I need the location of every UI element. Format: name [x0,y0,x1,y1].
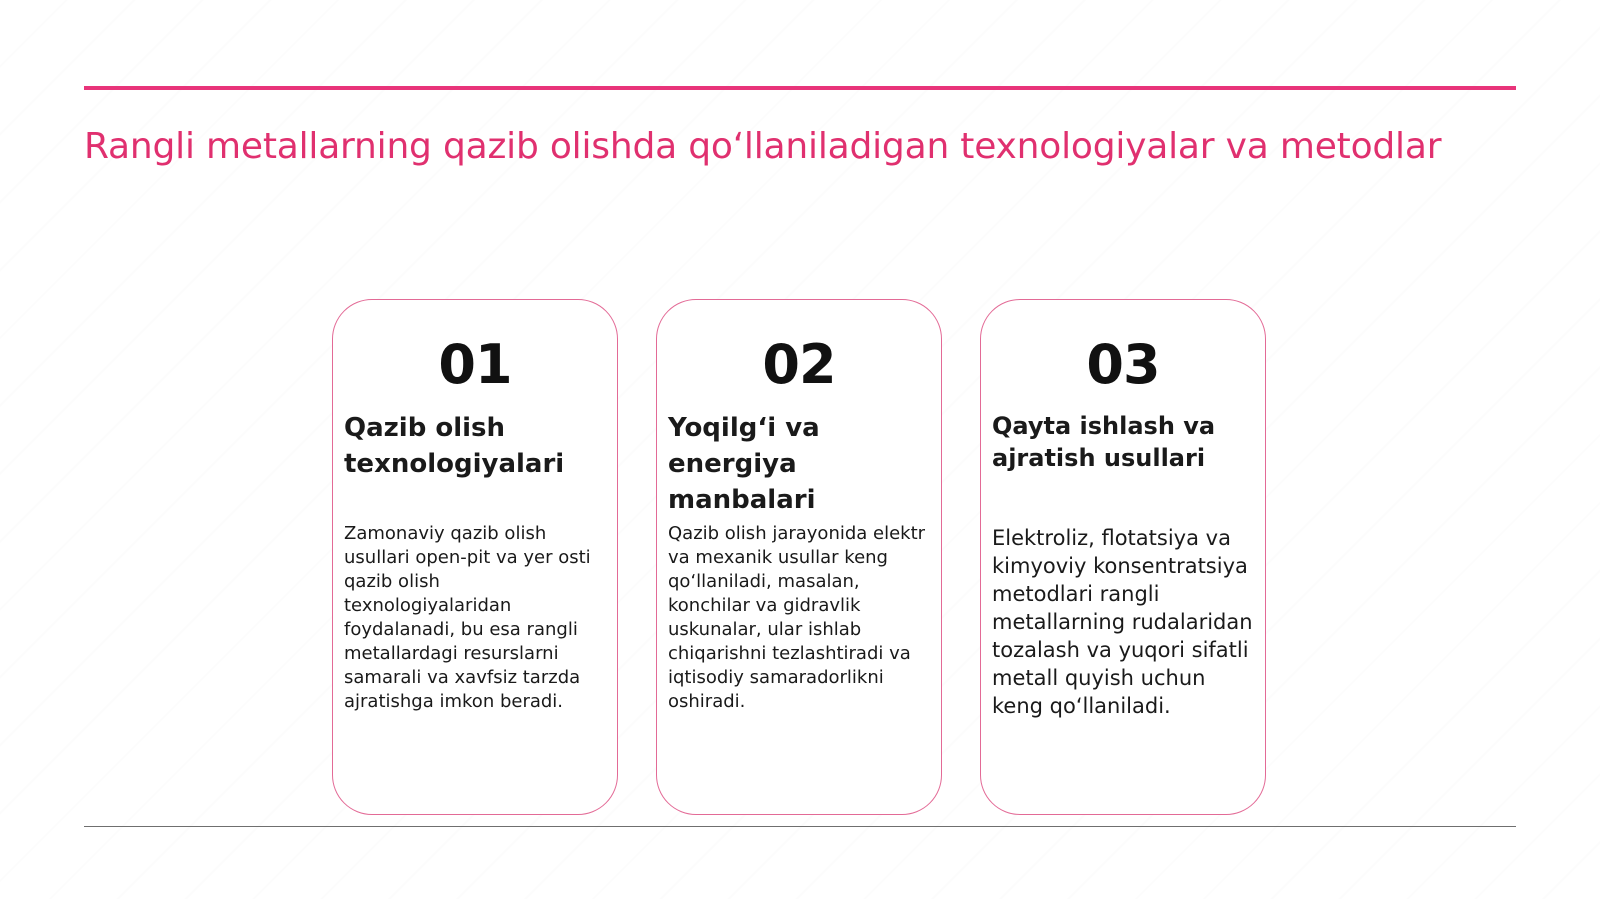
card-1 [332,299,618,815]
card-body: Elektroliz, flotatsiya va kimyoviy konsentratsiya metodlari rangli metallarning rudalaridan tozalash va yuqori sifatli metall quyish uchun keng qo‘llaniladi. [992,526,1253,718]
card-2 [656,299,942,815]
card-body: Qazib olish jarayonida elektr va mexanik usullar keng qo‘llaniladi, masalan, konchilar va gidravlik uskunalar, ular ishlab chiqarishni tezlashtiradi va iqtisodiy samaradorlikni oshiradi. [668,523,926,712]
card-heading: Qazib olish texnologiyalari [344,413,565,479]
card-number: 01 [438,333,512,396]
card-body: Zamonaviy qazib olish usullari open-pit va yer osti qazib olish texnologiyalaridan foydalanadi, bu esa rangli metallardagi resurslarni samarali va xavfsiz tarzda ajratishga imkon beradi. [344,523,591,712]
card-heading: Yoqilg‘i va energiya manbalari [668,413,820,515]
card-number: 03 [1086,333,1160,396]
card-3 [980,299,1266,815]
card-number: 02 [762,333,836,396]
top-accent-rule [84,86,1516,90]
slide-title: Rangli metallarning qazib olishda qo‘llaniladigan texnologiyalar va metodlar [84,126,1442,167]
card-heading: Qayta ishlash va ajratish usullari [992,412,1216,472]
bottom-divider [84,826,1516,827]
